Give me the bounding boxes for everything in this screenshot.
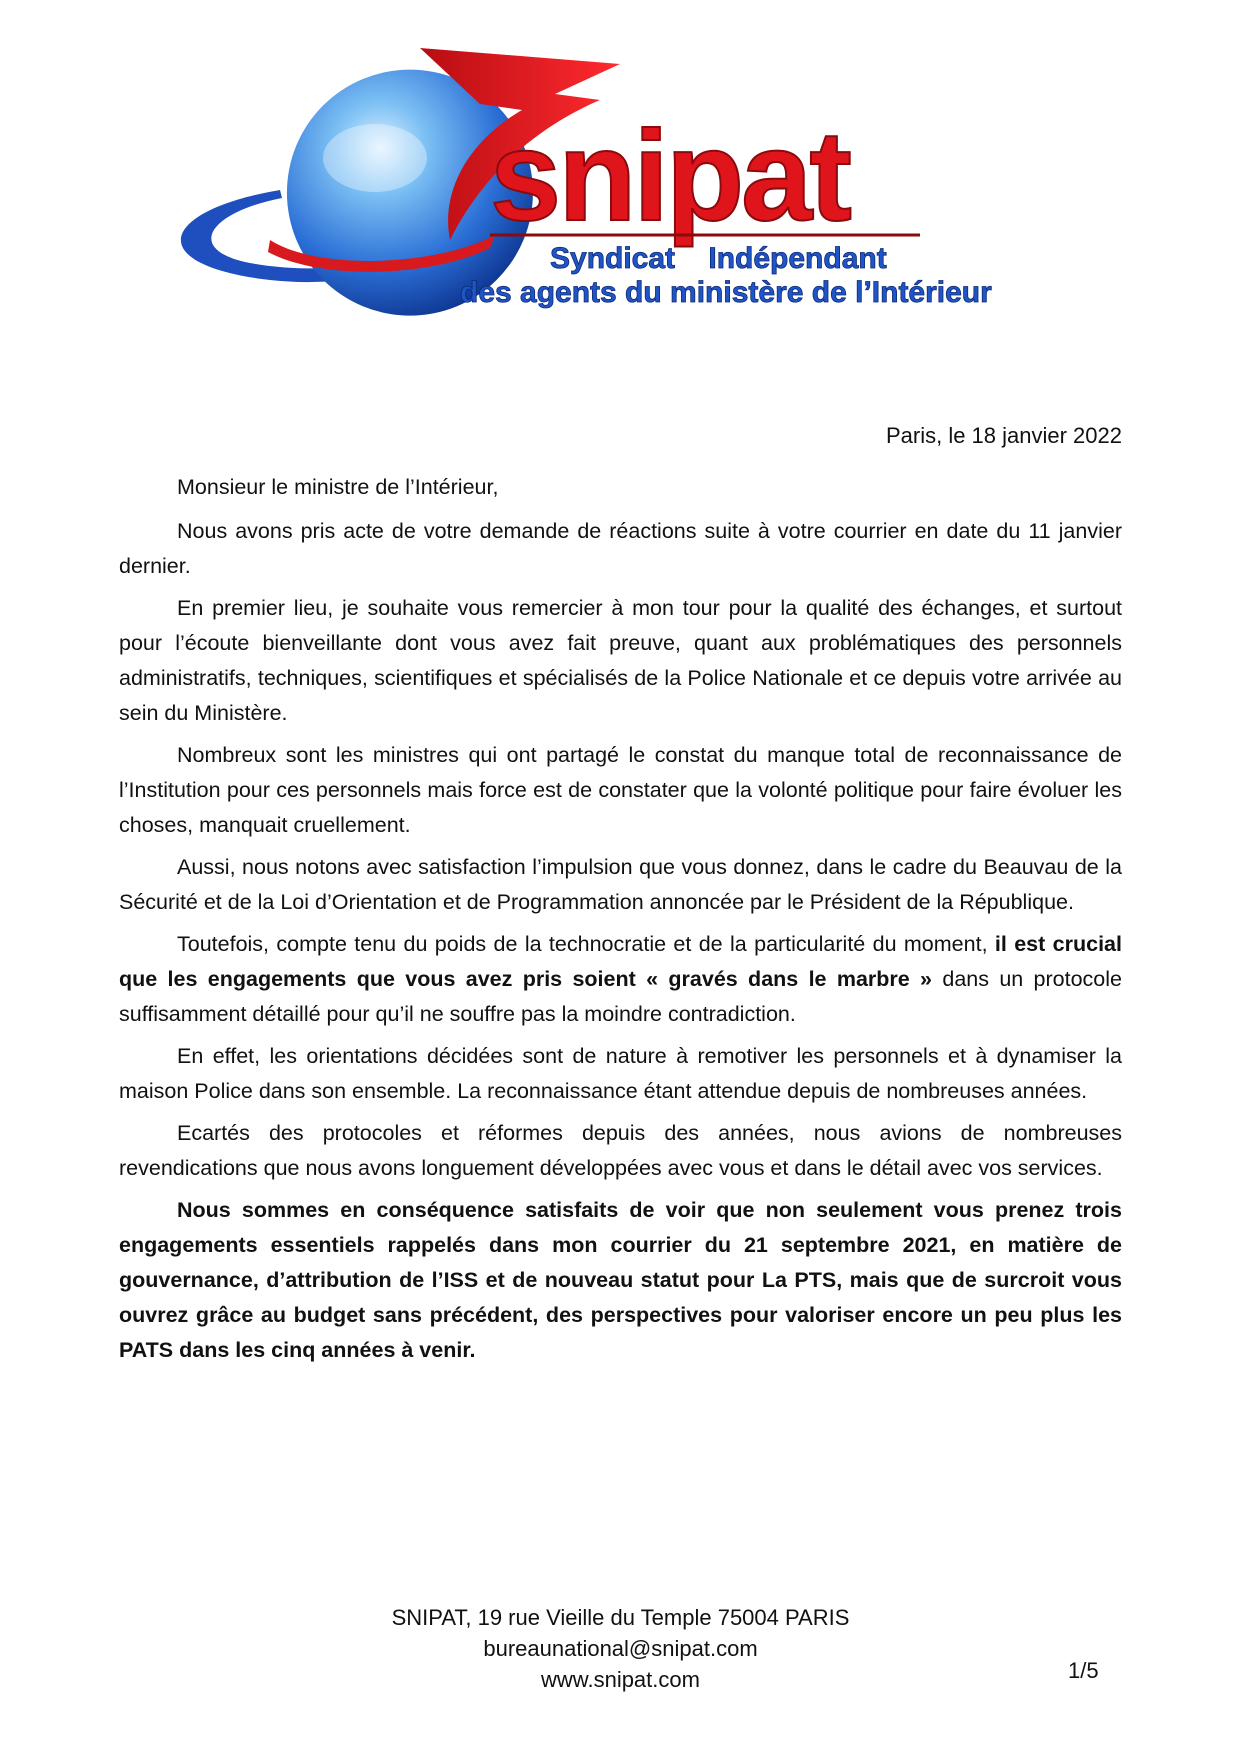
footer	[0, 1602, 1241, 1695]
letter-body	[119, 470, 1122, 1375]
paragraph-2: En premier lieu, je souhaite vous remercier à mon tour pour la qualité des échanges, et surtout pour l’écoute bienveillante dont vous avez fait preuve, quant aux problématiques des personnels administratifs, techniques, scientifiques et spécialisés de la Police Nationale et ce depuis votre arrivée au sein du Ministère.	[119, 596, 1122, 725]
logo-brand: snipat	[490, 105, 849, 248]
paragraph-4: Aussi, nous notons avec satisfaction l’impulsion que vous donnez, dans le cadre du Beauvau de la Sécurité et de la Loi d’Orientation et de Programmation annoncée par le Président de la République.	[119, 855, 1122, 914]
paragraph-6: En effet, les orientations décidées sont de nature à remotiver les personnels et à dynamiser la maison Police dans son ensemble. La reconnaissance étant attendue depuis de nombreuses années.	[119, 1044, 1122, 1103]
salutation: Monsieur le ministre de l’Intérieur,	[177, 475, 499, 499]
paragraph-5-start: Toutefois, compte tenu du poids de la technocratie et de la particularité du moment,	[177, 932, 995, 956]
logo-line2: des agents du ministère de l’Intérieur	[460, 276, 992, 309]
snipat-logo	[150, 40, 1070, 340]
footer-email[interactable]: bureaunational@snipat.com	[483, 1636, 758, 1661]
paragraph-5-emphasis: il est crucial que les engagements que vous avez pris soient « gravés dans le marbre »	[119, 932, 1122, 991]
logo-line1: Syndicat Indépendant	[550, 242, 887, 275]
letter-date: Paris, le 18 janvier 2022	[885, 423, 1122, 448]
paragraph-5	[119, 927, 1122, 1032]
page-number: 1/5	[1068, 1658, 1099, 1683]
footer-address: SNIPAT, 19 rue Vieille du Temple 75004 PARIS	[391, 1605, 850, 1630]
paragraph-5-end: dans un protocole suffisamment détaillé pour qu’il ne souffre pas la moindre contradiction.	[119, 967, 1123, 1026]
paragraph-7: Ecartés des protocoles et réformes depuis des années, nous avions de nombreuses revendications que nous avons longuement développées avec vous et dans le détail avec vos services.	[119, 1121, 1122, 1180]
paragraph-1: Nous avons pris acte de votre demande de réactions suite à votre courrier en date du 11 janvier dernier.	[119, 519, 1122, 578]
footer-website[interactable]: www.snipat.com	[541, 1667, 700, 1692]
paragraph-3: Nombreux sont les ministres qui ont partagé le constat du manque total de reconnaissance de l’Institution pour ces personnels mais force est de constater que la volonté politique pour faire évoluer les choses, manquait cruellement.	[119, 743, 1122, 837]
paragraph-8: Nous sommes en conséquence satisfaits de voir que non seulement vous prenez trois engagements essentiels rappelés dans mon courrier du 21 septembre 2021, en matière de gouvernance, d’attribution de l’ISS et de nouveau statut pour La PTS, mais que de surcroit vous ouvrez grâce au budget sans précédent, des perspectives pour valoriser encore un peu plus les PATS dans les cinq années à venir.	[119, 1198, 1122, 1362]
